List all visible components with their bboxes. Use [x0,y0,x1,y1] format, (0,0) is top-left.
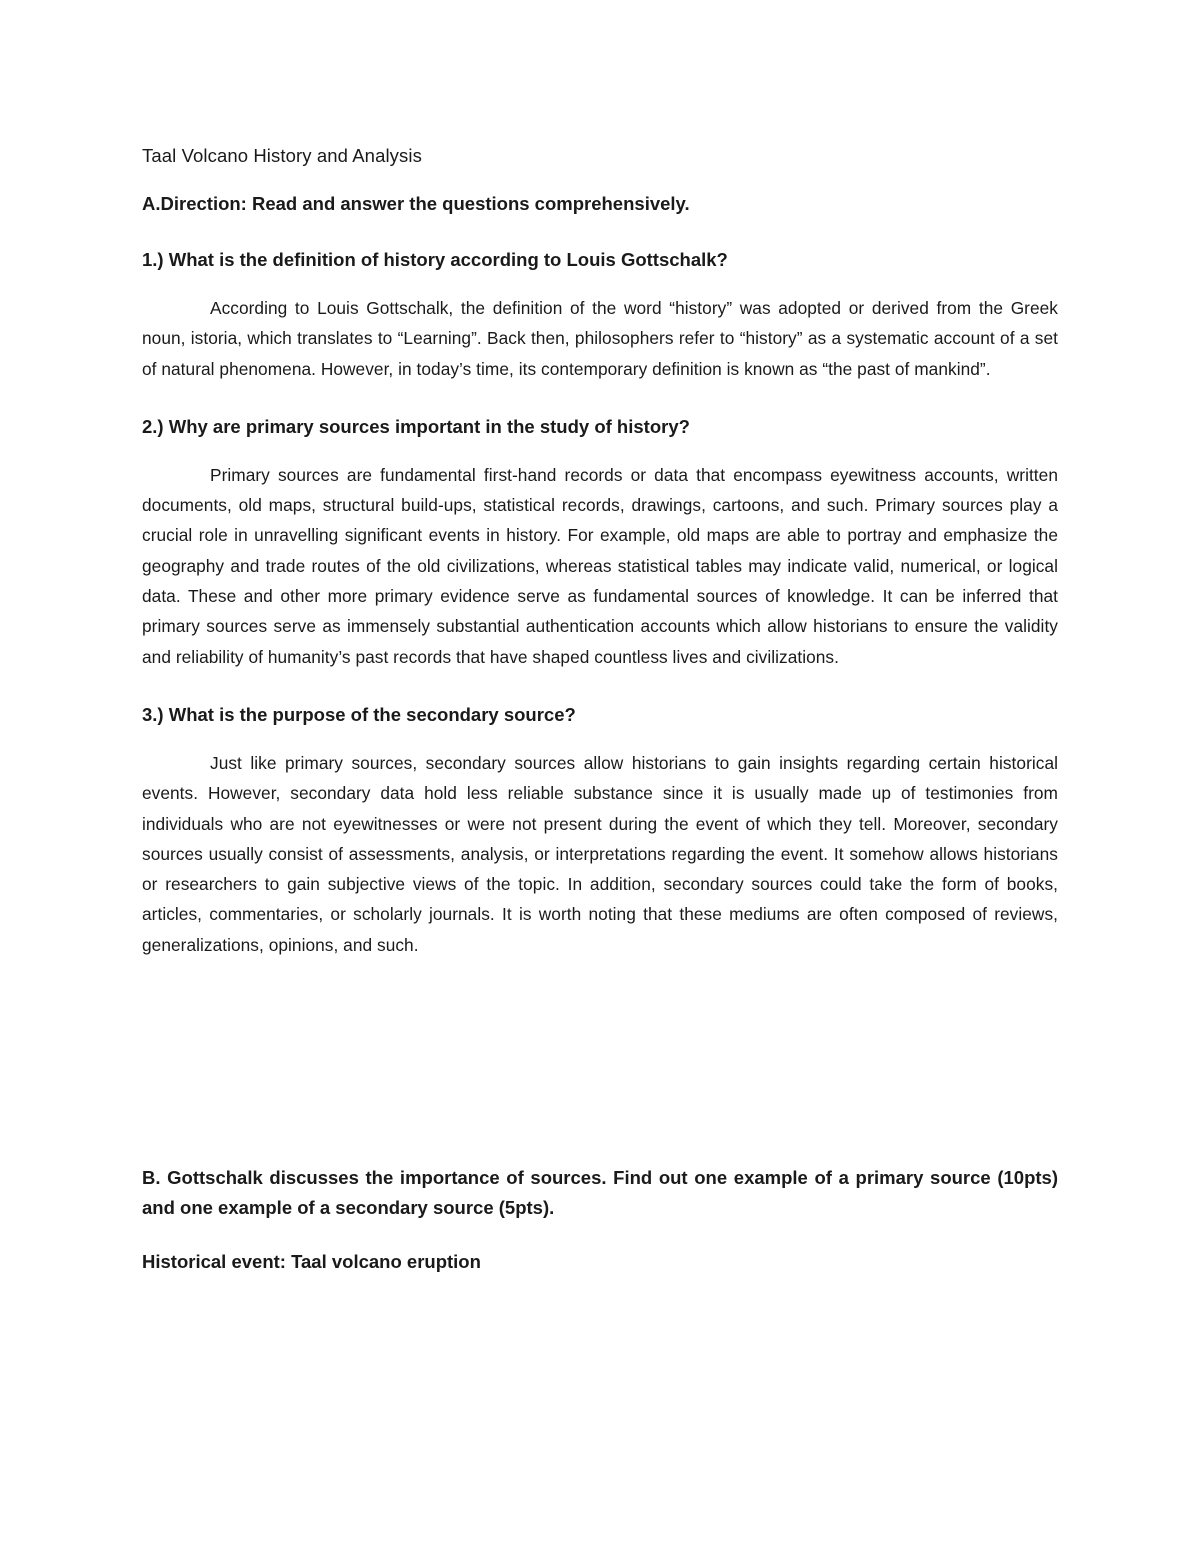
answer-3: Just like primary sources, secondary sources allow historians to gain insights regarding certain historical events. However, secondary data hold less reliable substance since it is usually made up of testimonies from individuals who are not eyewitnesses or were not present during the event of which they tell. Moreover, secondary sources usually consist of assessments, analysis, or interpretations regarding the event. It somehow allows historians or researchers to gain subjective views of the topic. In addition, secondary sources could take the form of books, articles, commentaries, or scholarly journals. It is worth noting that these mediums are often composed of reviews, generalizations, opinions, and such. [142,752,1058,955]
document-body [142,143,1058,1275]
answer-2: Primary sources are fundamental first-hand records or data that encompass eyewitness accounts, written documents, old maps, structural build-ups, statistical records, drawings, cartoons, and such. Primary sources play a crucial role in unravelling significant events in history. For example, old maps are able to portray and emphasize the geography and trade routes of the old civilizations, whereas statistical tables may indicate valid, numerical, or logical data. These and other more primary evidence serve as fundamental sources of knowledge. It can be inferred that primary sources serve as immensely substantial authentication accounts which allow historians to ensure the validity and reliability of humanity’s past records that have shaped countless lives and civilizations. [142,464,1058,667]
historical-event-heading: Historical event: Taal volcano eruption [142,1251,481,1273]
blank-space [142,960,1058,1163]
question-2: 2.) Why are primary sources important in the study of history? [142,415,690,437]
section-b-instruction: B. Gottschalk discusses the importance of sources. Find out one example of a primary source (10pts) and one example of a secondary source (5pts). [142,1167,1058,1219]
question-3: 3.) What is the purpose of the secondary source? [142,703,576,725]
section-a-direction: A.Direction: Read and answer the questions comprehensively. [142,193,690,214]
answer-1: According to Louis Gottschalk, the definition of the word “history” was adopted or derived from the Greek noun, istoria, which translates to “Learning”. Back then, philosophers refer to “history” as a systematic account of a set of natural phenomena. However, in today’s time, its contemporary definition is known as “the past of mankind”. [142,298,1058,379]
document-title: Taal Volcano History and Analysis [142,145,422,166]
question-1: 1.) What is the definition of history according to Louis Gottschalk? [142,249,728,270]
